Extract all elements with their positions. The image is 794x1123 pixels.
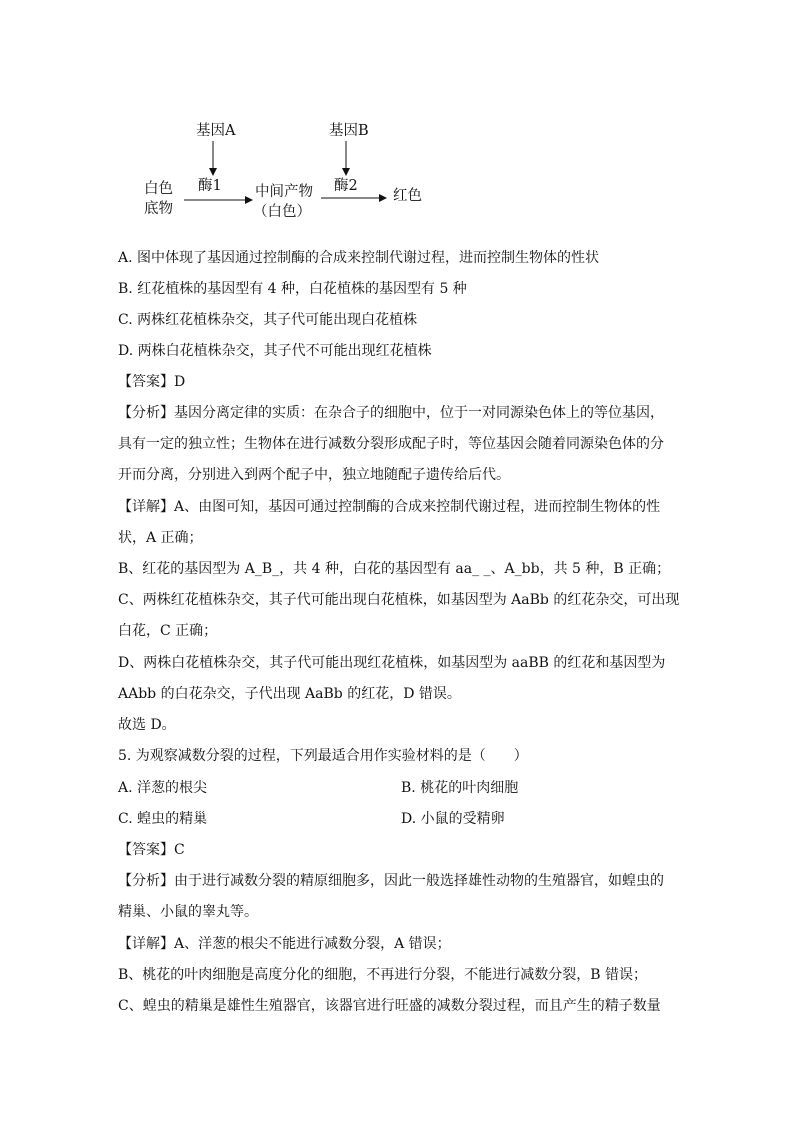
enzyme-1-label: 酶1 xyxy=(198,178,222,194)
white-precursor-label-2: 底物 xyxy=(144,201,173,217)
intermediate-label-2: （白色） xyxy=(253,204,311,220)
q5-option-c: C. 蝗虫的精巢 xyxy=(118,811,208,827)
q4-option-c: C. 两株红花植株杂交，其子代可能出现白花植株 xyxy=(118,312,418,328)
gene-b-label: 基因B xyxy=(329,123,369,139)
q4-analysis-line: 具有一定的独立性；生物体在进行减数分裂形成配子时，等位基因会随着同源染色体的分 xyxy=(118,436,664,452)
q5-detail-line: 【详解】A、洋葱的根尖不能进行减数分裂，A 错误； xyxy=(118,936,451,952)
gene-a-label: 基因A xyxy=(196,123,236,139)
q4-detail-line: D、两株白花植株杂交，其子代可能出现红花植株，如基因型为 aaBB 的红花和基因型为 xyxy=(118,655,666,671)
q5-options-row-1 xyxy=(118,778,678,798)
q5-option-d: D. 小鼠的受精卵 xyxy=(401,811,505,827)
q4-conclusion: 故选 D。 xyxy=(118,717,176,733)
q5-detail-line: B、桃花的叶肉细胞是高度分化的细胞，不再进行分裂，不能进行减数分裂，B 错误； xyxy=(118,967,648,983)
q5-analysis-line: 精巢、小鼠的睾丸等。 xyxy=(118,904,258,920)
gene-pathway-diagram xyxy=(140,118,440,228)
q5-option-a: A. 洋葱的根尖 xyxy=(118,780,208,796)
q4-detail-line: 【详解】A、由图可知，基因可通过控制酶的合成来控制代谢过程，进而控制生物体的性 xyxy=(118,499,661,515)
q4-detail-line: B、红花的基因型为 A_B_，共 4 种，白花的基因型有 aa_ _、A_bb，共 5 种，B 正确； xyxy=(118,561,671,577)
q4-answer: 【答案】D xyxy=(118,374,186,390)
q4-detail-line: AAbb 的白花杂交，子代出现 AaBb 的红花，D 错误。 xyxy=(118,686,461,702)
q5-option-b: B. 桃花的叶肉细胞 xyxy=(401,780,519,796)
q4-option-a: A. 图中体现了基因通过控制酶的合成来控制代谢过程，进而控制生物体的性状 xyxy=(118,250,600,266)
q5-detail-line: C、蝗虫的精巢是雄性生殖器官，该器官进行旺盛的减数分裂过程，而且产生的精子数量 xyxy=(118,998,661,1014)
q4-option-d: D. 两株白花植株杂交，其子代不可能出现红花植株 xyxy=(118,343,432,359)
q4-detail-line: 白花，C 正确； xyxy=(118,623,218,639)
q5-options-row-2 xyxy=(118,809,678,829)
q4-detail-line: C、两株红花植株杂交，其子代可能出现白花植株，如基因型为 AaBb 的红花杂交，可出现 xyxy=(118,592,680,608)
q4-analysis-line: 开而分离，分别进入到两个配子中，独立地随配子遗传给后代。 xyxy=(118,467,510,483)
enzyme-2-label: 酶2 xyxy=(334,178,358,194)
white-precursor-label-1: 白色 xyxy=(144,181,173,197)
q4-analysis-line: 【分析】基因分离定律的实质：在杂合子的细胞中，位于一对同源染色体上的等位基因， xyxy=(118,405,664,421)
q5-analysis-line: 【分析】由于进行减数分裂的精原细胞多，因此一般选择雄性动物的生殖器官，如蝗虫的 xyxy=(118,873,664,889)
red-label: 红色 xyxy=(393,188,422,204)
intermediate-label-1: 中间产物 xyxy=(255,184,313,200)
q5-question: 5. 为观察减数分裂的过程，下列最适合用作实验材料的是（ ） xyxy=(118,748,528,764)
q4-option-b: B. 红花植株的基因型有 4 种，白花植株的基因型有 5 种 xyxy=(118,281,467,297)
q5-answer: 【答案】C xyxy=(118,842,185,858)
q4-detail-line: 状，A 正确； xyxy=(118,530,203,546)
